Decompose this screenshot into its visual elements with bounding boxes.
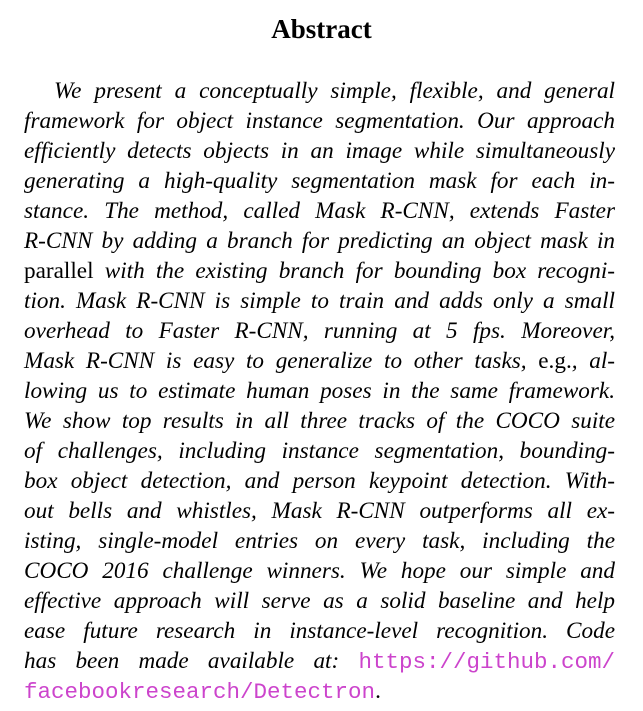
abstract-line: tion. Mask R-CNN is simple to train and adds only a small [24,288,615,314]
upright-text: e.g. [538,348,572,374]
abstract-line: framework for object instance segmentation. Our approach [24,108,615,134]
abstract-line: effective approach will serve as a solid baseline and help [24,588,615,614]
abstract-line: COCO 2016 challenge winners. We hope our simple and [24,558,615,584]
period-text: . [375,678,381,704]
code-link[interactable]: facebookresearch/Detectron [24,679,376,705]
abstract-line: lowing us to estimate human poses in the same framework. [24,378,615,404]
abstract-line [24,256,615,286]
abstract-line: efficiently detects objects in an image while simultaneously [24,138,615,164]
section-title: Abstract [271,14,372,44]
upright-text: parallel [24,258,94,284]
italic-text: has been made available at: [24,648,359,674]
code-link[interactable]: https://github.com/ [358,649,615,675]
abstract-line: of challenges, including instance segmentation, bounding- [24,438,615,464]
abstract-line: box object detection, and person keypoint detection. With- [24,468,615,494]
abstract-line: R-CNN by adding a branch for predicting an object mask in [24,228,615,254]
abstract-line: We present a conceptually simple, flexible, and general [54,78,615,104]
italic-text: Mask R-CNN is easy to generalize to other tasks, [24,348,539,374]
abstract-line: We show top results in all three tracks of the COCO suite [24,408,615,434]
abstract-line [24,676,615,706]
abstract-line [24,346,615,376]
abstract-line: ease future research in instance-level recognition. Code [24,618,615,644]
abstract-line: generating a high-quality segmentation mask for each in- [24,168,615,194]
abstract-line: stance. The method, called Mask R-CNN, extends Faster [24,198,615,224]
abstract-line [24,646,615,676]
abstract-line: overhead to Faster R-CNN, running at 5 fps. Moreover, [24,318,615,344]
italic-text: , al- [571,348,616,374]
italic-text: with the existing branch for bounding box recogni- [93,258,615,284]
abstract-line: out bells and whistles, Mask R-CNN outperforms all ex- [24,498,615,524]
abstract-line: isting, single-model entries on every task, including the [24,528,615,554]
